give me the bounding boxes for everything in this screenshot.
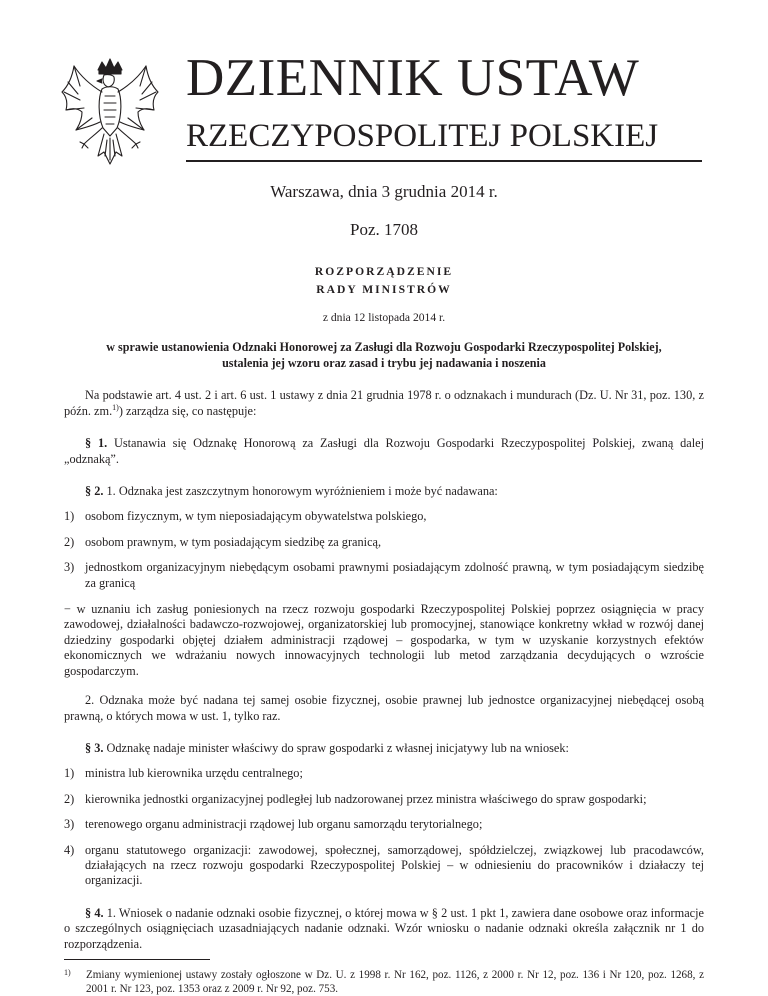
list-item-text: osobom prawnym, w tym posiadającym siedzibę za granicą, [85, 534, 382, 549]
list-item [64, 560, 704, 591]
act-subject [64, 339, 704, 371]
list-item-text: ministra lub kierownika urzędu centralnego; [85, 766, 303, 781]
list-item-number: 1) [64, 766, 75, 781]
document-body [64, 263, 704, 996]
list-item [64, 817, 704, 832]
list-item-text: organu statutowego organizacji: zawodowej, społecznej, samorządowej, spółdzielczej, związkowej lub pracodawców, działających na rzecz rozwoju gospodarki Rzeczypospolitej Polskiej – w odniesieniu do pracowników i działaczy tej organizacji. [85, 842, 704, 888]
list-item [64, 509, 704, 524]
header-rule [186, 160, 702, 162]
section-4-text: 1. Wniosek o nadanie odznaki osobie fizycznej, o której mowa w § 2 ust. 1 pkt 1, zawiera dane osobowe oraz informacje o szczególnych osiągnięciach uzasadniających nadanie odznaki. Wzór wniosku o nadanie odznaki określa załącznik nr 1 do rozporządzenia. [64, 905, 704, 951]
list-item [64, 792, 704, 807]
list-item-number: 1) [64, 509, 75, 524]
act-subject-line-1: w sprawie ustanowienia Odznaki Honorowej za Zasługi dla Rozwoju Gospodarki Rzeczypospolitej Polskiej, [106, 340, 662, 355]
list-item-number: 4) [64, 842, 75, 857]
list-item [64, 843, 704, 889]
journal-subtitle: RZECZYPOSPOLITEJ POLSKIEJ [186, 118, 659, 154]
list-item [64, 766, 704, 781]
list-item-text: kierownika jednostki organizacyjnej podległej lub nadzorowanej przez ministra właściwego do spraw gospodarki; [85, 791, 647, 806]
list-item-text: jednostkom organizacyjnym niebędącym osobami prawnymi posiadającym zdolność prawną, w tym posiadającym siedzibę za granicą [85, 560, 704, 590]
section-4-mark: § 4. [85, 905, 104, 920]
preamble [64, 388, 704, 419]
act-subject-line-2: ustalenia jej wzoru oraz zasad i trybu jej nadawania i noszenia [222, 356, 546, 371]
footnote [64, 968, 704, 996]
list-item-number: 3) [64, 817, 75, 832]
journal-title: DZIENNIK USTAW [186, 49, 640, 107]
act-type-line-1: ROZPORZĄDZENIE [314, 265, 454, 278]
section-2-intro-text: 1. Odznaka jest zaszczytnym honorowym wyróżnieniem i może być nadawana: [103, 484, 498, 499]
position-number: Poz. 1708 [350, 220, 418, 239]
section-3-list [64, 766, 704, 888]
list-item [64, 535, 704, 550]
list-item-number: 2) [64, 534, 75, 549]
act-type-line-2: RADY MINISTRÓW [316, 283, 452, 296]
section-2-para-2: 2. Odznaka może być nadana tej samej osobie fizycznej, osobie prawnej lub jednostce organizacyjnej niebędącej osobą prawną, o których mowa w ust. 1, tylko raz. [64, 693, 704, 723]
preamble-text: Na podstawie art. 4 ust. 2 i art. 6 ust. 1 ustawy z dnia 21 grudnia 1978 r. o odznakach i mundurach (Dz. U. Nr 31, poz. 130, z późn. zm. [64, 388, 704, 418]
section-1-mark: § 1. [85, 436, 108, 451]
footnote-rule [64, 959, 210, 960]
section-3-intro-text: Odznakę nadaje minister właściwy do spraw gospodarki z własnej inicjatywy lub na wniosek: [103, 740, 569, 755]
list-item-number: 2) [64, 791, 75, 806]
section-2-continuation: − w uznaniu ich zasług poniesionych na rzecz rozwoju gospodarki Rzeczypospolitej Polskiej poprzez osiągnięcia w pracy zawodowej, działalności badawczo-rozwojowej, organizatorskiej lub promocyjnej, stanowiące konkretny wkład w rozwój danej dziedziny gospodarki objętej działem administracji rządowej – gospodarka, w tym w uzyskanie korzystnych efektów ekonomicznych we wdrażaniu nowych innowacyjnych technologii lub metod zarządzania decydujących o wzroście gospodarczym. [64, 602, 704, 678]
section-1-text: Ustanawia się Odznakę Honorową za Zasługi dla Rozwoju Gospodarki Rzeczypospolitej Polskiej, zwaną dalej „odznaką”. [64, 436, 704, 466]
footnote-text: Zmiany wymienionej ustawy zostały ogłoszone w Dz. U. z 1998 r. Nr 162, poz. 1126, z 2000 r. Nr 12, poz. 136 i Nr 120, poz. 1268, z 2001 r. Nr 123, poz. 1353 oraz z 2009 r. Nr 92, poz. 753. [86, 968, 704, 996]
section-3-mark: § 3. [85, 740, 104, 755]
section-2-mark: § 2. [85, 484, 104, 499]
list-item-number: 3) [64, 560, 75, 575]
polish-eagle-emblem-icon [58, 56, 162, 174]
section-2-intro [64, 484, 704, 499]
list-item-text: terenowego organu administracji rządowej lub organu samorządu terytorialnego; [85, 817, 483, 832]
section-4 [64, 906, 704, 952]
section-1 [64, 436, 704, 467]
preamble-text-end: ) zarządza się, co następuje: [118, 403, 257, 418]
act-date: z dnia 12 listopada 2014 r. [322, 311, 446, 324]
footnote-mark: 1) [64, 967, 71, 977]
section-2-list [64, 509, 704, 591]
issue-date: Warszawa, dnia 3 grudnia 2014 r. [270, 182, 498, 201]
footnote-ref[interactable]: 1) [112, 402, 119, 412]
list-item-text: osobom fizycznym, w tym nieposiadającym obywatelstwa polskiego, [85, 509, 427, 524]
section-3-intro [64, 741, 704, 756]
